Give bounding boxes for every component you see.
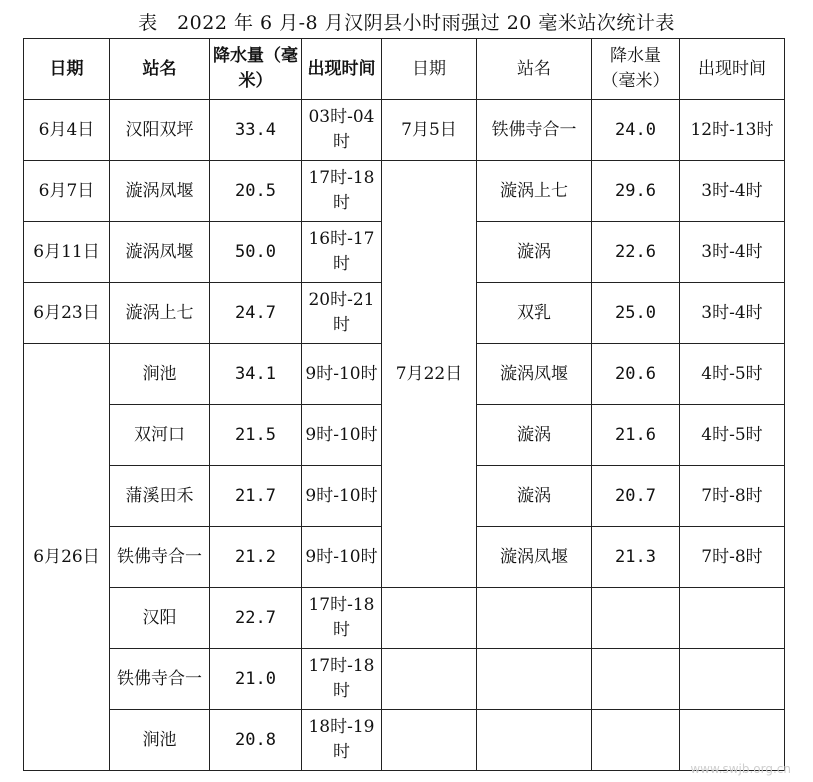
station-cell: 漩涡凤堰 <box>477 344 592 405</box>
empty-cell <box>592 710 680 771</box>
header-date: 日期 <box>24 39 110 100</box>
time-cell: 17时-18时 <box>302 161 382 222</box>
header-date-2: 日期 <box>382 39 477 100</box>
station-cell: 漩涡 <box>477 222 592 283</box>
rain-cell: 34.1 <box>210 344 302 405</box>
empty-cell <box>382 588 477 649</box>
empty-cell <box>382 649 477 710</box>
station-cell: 漩涡凤堰 <box>110 222 210 283</box>
time-cell: 7时-8时 <box>680 527 785 588</box>
time-cell: 4时-5时 <box>680 344 785 405</box>
date-cell: 7月5日 <box>382 100 477 161</box>
rainfall-table <box>23 38 785 771</box>
station-cell: 漩涡上七 <box>477 161 592 222</box>
station-cell: 铁佛寺合一 <box>110 649 210 710</box>
rain-cell: 22.6 <box>592 222 680 283</box>
header-time-2: 出现时间 <box>680 39 785 100</box>
date-cell: 7月22日 <box>382 161 477 588</box>
station-cell: 漩涡凤堰 <box>110 161 210 222</box>
rain-cell: 20.7 <box>592 466 680 527</box>
table-row <box>24 161 785 222</box>
empty-cell <box>592 649 680 710</box>
rain-cell: 33.4 <box>210 100 302 161</box>
rain-cell: 22.7 <box>210 588 302 649</box>
time-cell: 9时-10时 <box>302 527 382 588</box>
time-cell: 17时-18时 <box>302 649 382 710</box>
time-cell: 03时-04时 <box>302 100 382 161</box>
header-row <box>24 39 785 100</box>
time-cell: 17时-18时 <box>302 588 382 649</box>
time-cell: 18时-19时 <box>302 710 382 771</box>
station-cell: 汉阳双坪 <box>110 100 210 161</box>
time-cell: 9时-10时 <box>302 405 382 466</box>
empty-cell <box>477 588 592 649</box>
rain-cell: 50.0 <box>210 222 302 283</box>
rain-cell: 21.0 <box>210 649 302 710</box>
station-cell: 漩涡 <box>477 466 592 527</box>
empty-cell <box>477 649 592 710</box>
time-cell: 3时-4时 <box>680 283 785 344</box>
empty-cell <box>477 710 592 771</box>
date-cell: 6月7日 <box>24 161 110 222</box>
time-cell: 7时-8时 <box>680 466 785 527</box>
rain-cell: 21.2 <box>210 527 302 588</box>
rain-cell: 21.6 <box>592 405 680 466</box>
table-row <box>24 588 785 649</box>
station-cell: 铁佛寺合一 <box>477 100 592 161</box>
rain-cell: 21.7 <box>210 466 302 527</box>
rain-cell: 25.0 <box>592 283 680 344</box>
date-cell: 6月11日 <box>24 222 110 283</box>
station-cell: 双乳 <box>477 283 592 344</box>
header-rain: 降水量（毫米） <box>210 39 302 100</box>
rain-cell: 21.5 <box>210 405 302 466</box>
table-row <box>24 710 785 771</box>
rain-cell: 29.6 <box>592 161 680 222</box>
header-time: 出现时间 <box>302 39 382 100</box>
time-cell: 3时-4时 <box>680 222 785 283</box>
rain-cell: 24.7 <box>210 283 302 344</box>
station-cell: 铁佛寺合一 <box>110 527 210 588</box>
date-cell: 6月4日 <box>24 100 110 161</box>
time-cell: 9时-10时 <box>302 344 382 405</box>
station-cell: 涧池 <box>110 344 210 405</box>
station-cell: 漩涡上七 <box>110 283 210 344</box>
time-cell: 3时-4时 <box>680 161 785 222</box>
rain-cell: 20.6 <box>592 344 680 405</box>
header-rain-2: 降水量（毫米） <box>592 39 680 100</box>
station-cell: 漩涡 <box>477 405 592 466</box>
watermark: www.swjb.org.cn <box>690 762 791 776</box>
empty-cell <box>680 588 785 649</box>
table-row <box>24 100 785 161</box>
header-station: 站名 <box>110 39 210 100</box>
table-title: 表 2022 年 6 月-8 月汉阴县小时雨强过 20 毫米站次统计表 <box>138 12 675 34</box>
date-cell: 6月26日 <box>24 344 110 771</box>
time-cell: 4时-5时 <box>680 405 785 466</box>
empty-cell <box>592 588 680 649</box>
empty-cell <box>382 710 477 771</box>
date-cell: 6月23日 <box>24 283 110 344</box>
rain-cell: 20.8 <box>210 710 302 771</box>
station-cell: 汉阳 <box>110 588 210 649</box>
time-cell: 12时-13时 <box>680 100 785 161</box>
rain-cell: 20.5 <box>210 161 302 222</box>
station-cell: 蒲溪田禾 <box>110 466 210 527</box>
table-row <box>24 649 785 710</box>
time-cell: 20时-21时 <box>302 283 382 344</box>
header-station-2: 站名 <box>477 39 592 100</box>
rain-cell: 21.3 <box>592 527 680 588</box>
rain-cell: 24.0 <box>592 100 680 161</box>
time-cell: 16时-17时 <box>302 222 382 283</box>
station-cell: 涧池 <box>110 710 210 771</box>
empty-cell <box>680 649 785 710</box>
time-cell: 9时-10时 <box>302 466 382 527</box>
station-cell: 漩涡凤堰 <box>477 527 592 588</box>
station-cell: 双河口 <box>110 405 210 466</box>
